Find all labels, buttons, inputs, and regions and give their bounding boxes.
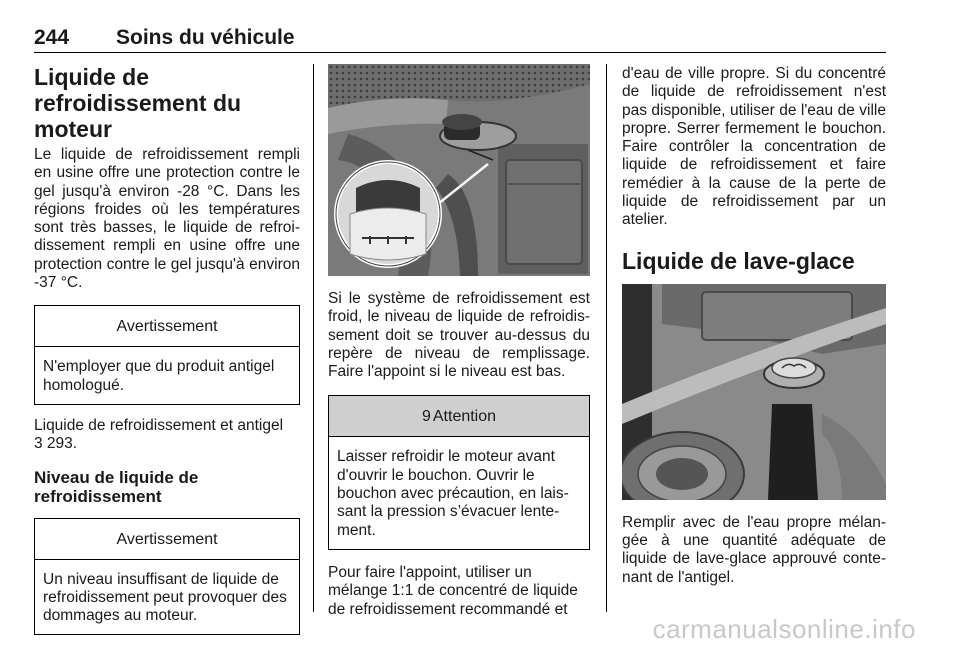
warning-body: N'employer que du produit antigel homologué. [43,358,275,394]
coolant-intro-text: Le liquide de refroidissement rempli en usine offre une protection contre le gel jusqu'à environ -28 °C. Dans les régions froides où les températures sont très basses, le liquide de refroidissement rempli en usine offre une protection contre le gel jusqu'à environ -37 °C. [34,146,300,292]
watermark: carmanualsonline.info [652,614,916,644]
page-header [34,24,886,53]
column-divider [606,64,607,612]
warning-body: Un niveau insuffisant de liquide de refroidissement peut provoquer des dommages au moteur. [43,570,287,625]
section-heading-washer-fluid: Liquide de lave-glace [622,247,855,274]
washer-fill-text: Remplir avec de l'eau propre mélangée à une quantité adéquate de liquide de lave-glace approuvé contenant de l'antigel. [622,513,886,586]
level-check-text: Si le système de refroidissement est froid, le niveau de liquide de refroidissement doit se trouver au-dessus du repère de niveau de remplissage. Faire l'appoint si le niveau est bas. [328,290,590,381]
warning-triangle-icon: 9 [421,408,431,426]
crossref-page-link[interactable]: 3 293. [34,435,78,453]
warning-box-antifreeze [34,305,300,405]
warning-title: Avertissement [35,306,299,347]
warning-box-level [34,518,300,636]
column-1 [34,64,300,635]
attention-box [328,395,590,549]
topup-text-continued: d'eau de ville propre. Si du concentré de liquide de refroidissement n'est pas disponible, utiliser de l'eau de ville propre. Serrer fermement le bouchon. Faire contrôler la concentration de liquide de refroidissement et faire remédier à la cause de la perte de liquide de refroidissement par un atelier. [622,65,886,229]
washer-fluid-reservoir-illustration [622,284,886,500]
crossref-text [34,417,300,454]
warning-title: Avertissement [35,519,299,560]
page-number: 244 [34,26,70,49]
section-heading-coolant: Liquide de refroidissement du moteur [34,64,242,142]
topup-text: Pour faire l'appoint, utiliser un mélange 1:1 de concentré de liquide de refroidissement recommandé et [328,563,578,618]
column-3 [622,64,886,587]
attention-title: 9 Attention [329,396,589,437]
column-2 [328,64,590,619]
column-divider [313,64,314,612]
crossref-label: Liquide de refroidissement et antigel [34,416,284,434]
attention-body: Laisser refroidir le moteur avant d'ouvrir le bouchon. Ouvrir le bouchon avec précaution, en laissant la pression s’évacuer lentement. [337,448,569,539]
chapter-title: Soins du véhicule [116,26,295,49]
subsection-heading-coolant-level: Niveau de liquide de refroidissement [34,467,199,506]
coolant-reservoir-illustration [328,64,590,276]
